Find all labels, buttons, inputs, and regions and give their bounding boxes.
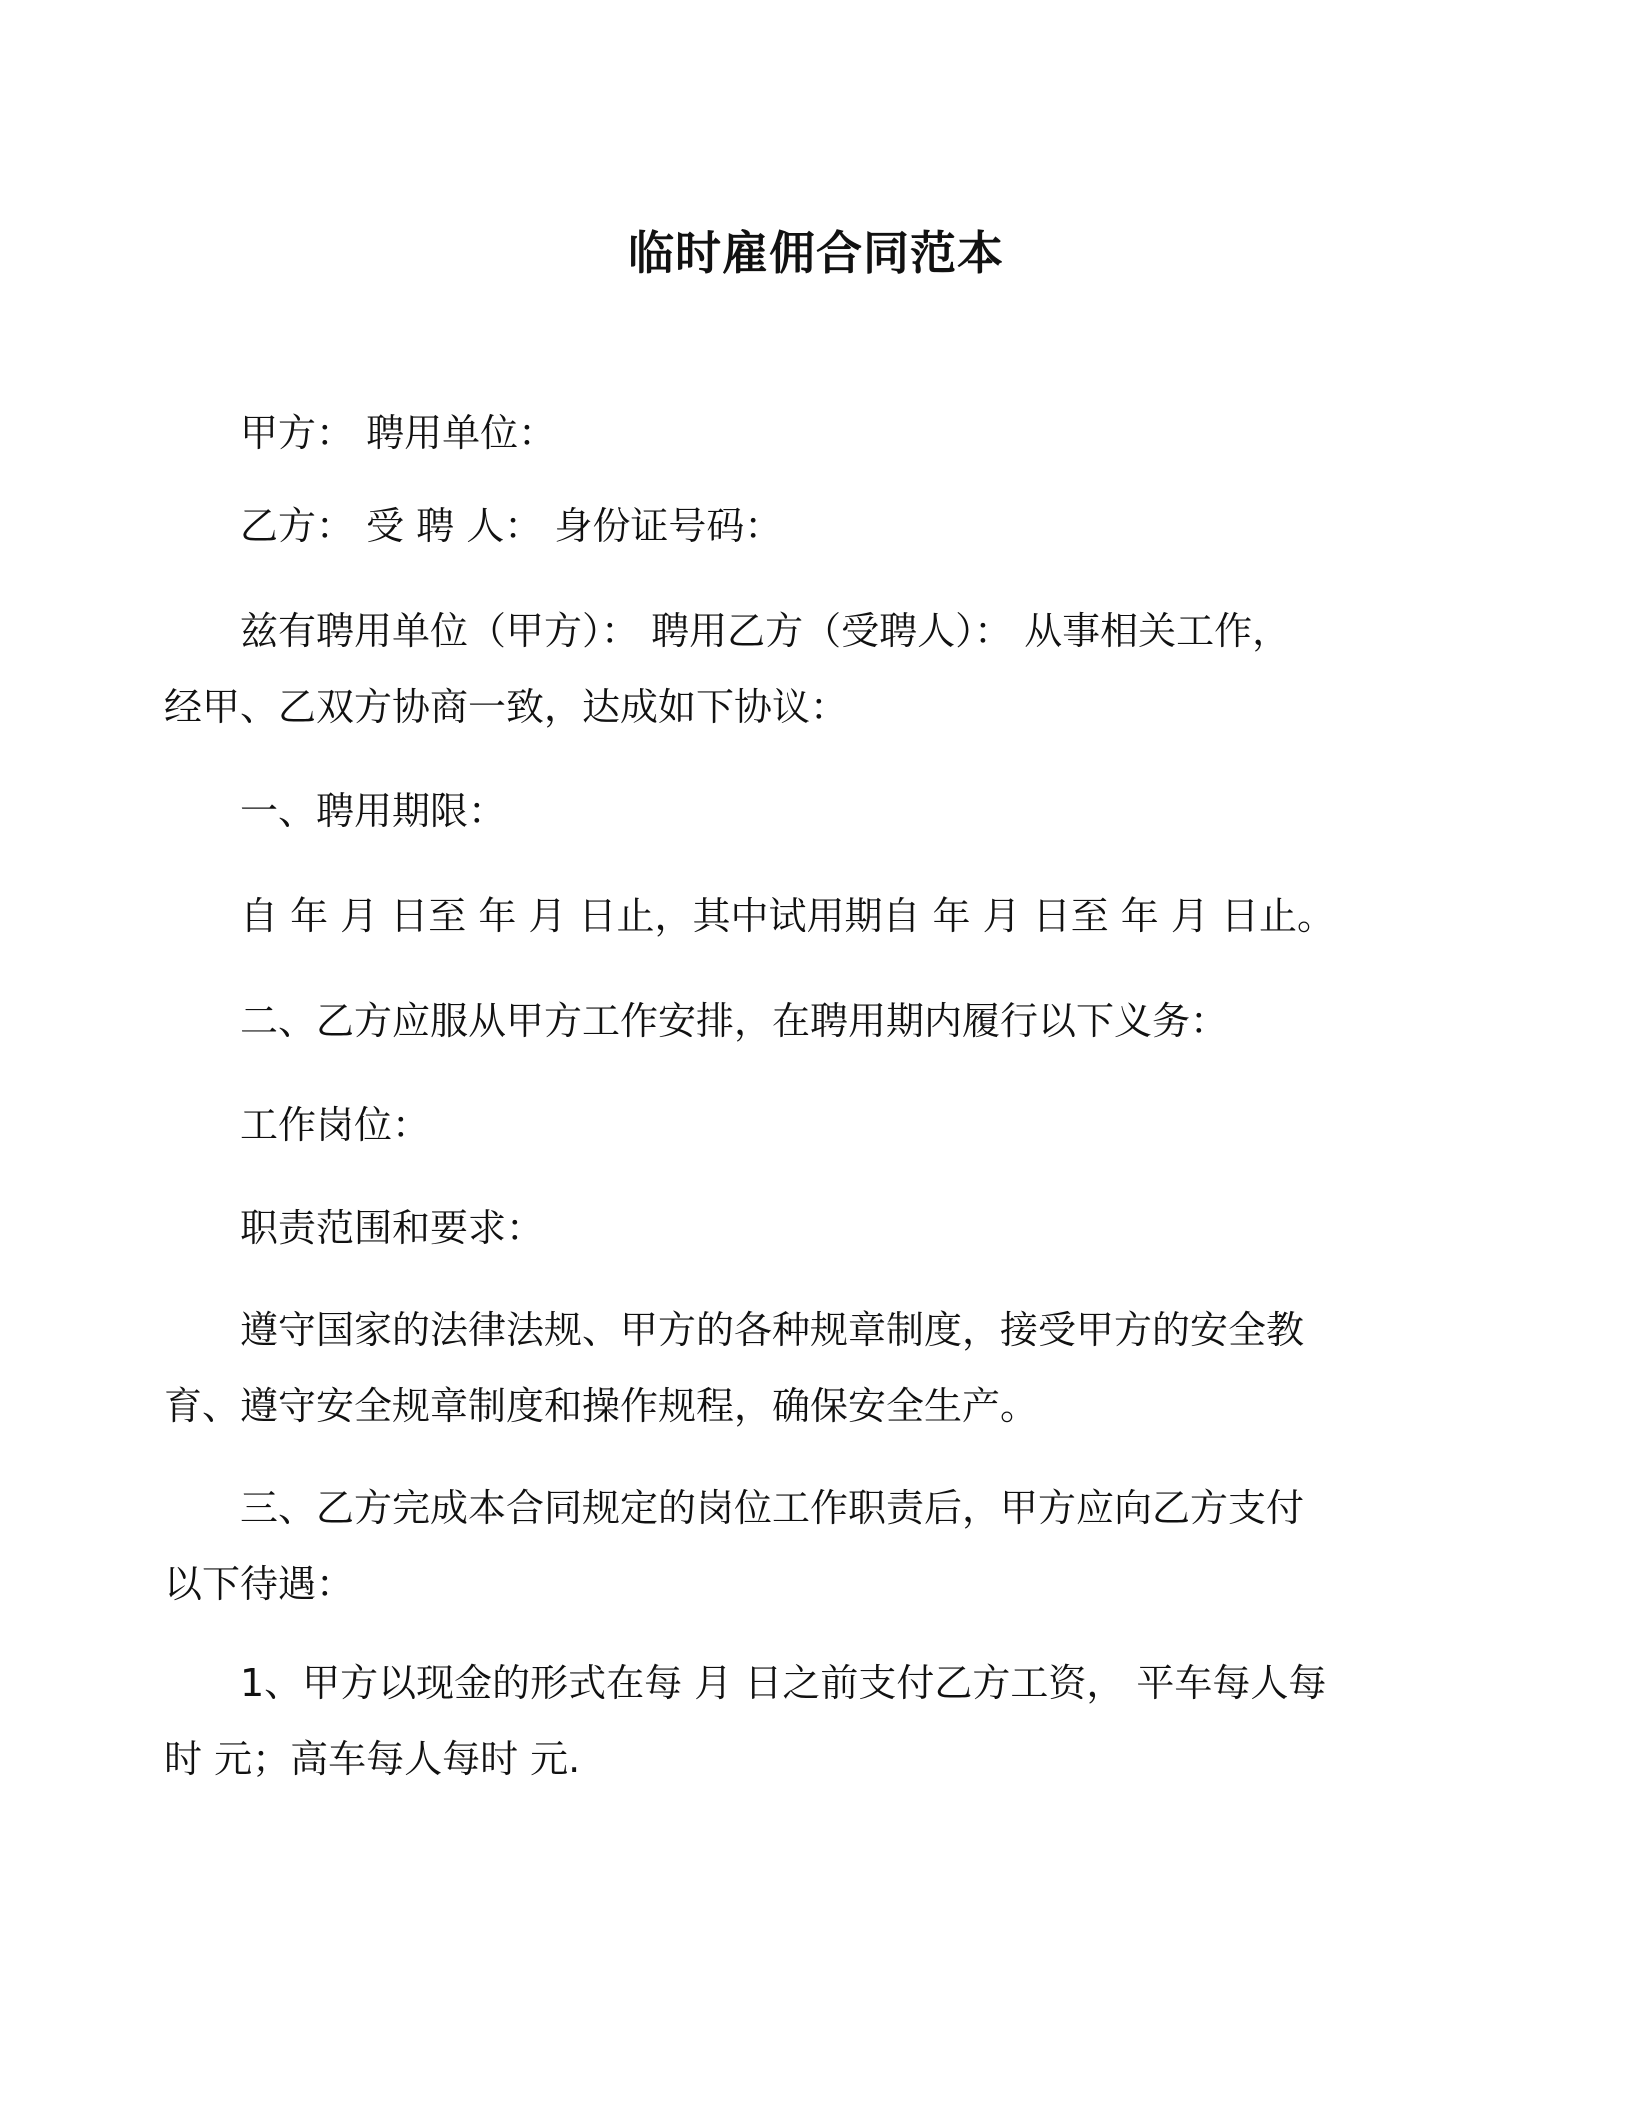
duties-line: 职责范围和要求： xyxy=(240,1206,545,1250)
section-3-line-1: 三、乙方完成本合同规定的岗位工作职责后，甲方应向乙方支付 xyxy=(240,1486,1305,1530)
item-1-line-2: 时 元；高车每人每时 元. xyxy=(164,1737,581,1781)
item-1-paragraph xyxy=(164,1645,1370,1797)
intro-paragraph xyxy=(164,593,1370,745)
party-a-line: 甲方： 聘用单位： xyxy=(240,411,557,455)
section-1-body: 自 年 月 日至 年 月 日止，其中试用期自 年 月 日至 年 月 日止。 xyxy=(240,894,1335,938)
intro-line-1: 兹有聘用单位（甲方）： 聘用乙方（受聘人）： 从事相关工作， xyxy=(240,609,1291,653)
document-title: 临时雇佣合同范本 xyxy=(628,226,1004,280)
party-b-line: 乙方： 受 聘 人： 身份证号码： xyxy=(240,504,783,548)
item-1-line-1: 1、甲方以现金的形式在每 月 日之前支付乙方工资， 平车每人每 xyxy=(240,1661,1327,1705)
obligations-paragraph xyxy=(164,1292,1370,1444)
section-3-paragraph xyxy=(164,1470,1370,1622)
job-position-line: 工作岗位： xyxy=(240,1103,431,1147)
intro-line-2: 经甲、乙双方协商一致，达成如下协议： xyxy=(164,685,849,729)
section-3-line-2: 以下待遇： xyxy=(164,1562,355,1606)
obligations-line-1: 遵守国家的法律法规、甲方的各种规章制度，接受甲方的安全教 xyxy=(240,1308,1305,1352)
section-2-heading: 二、乙方应服从甲方工作安排，在聘用期内履行以下义务： xyxy=(240,999,1229,1043)
section-1-heading: 一、聘用期限： xyxy=(240,789,507,833)
obligations-line-2: 育、遵守安全规章制度和操作规程，确保安全生产。 xyxy=(164,1384,1039,1428)
